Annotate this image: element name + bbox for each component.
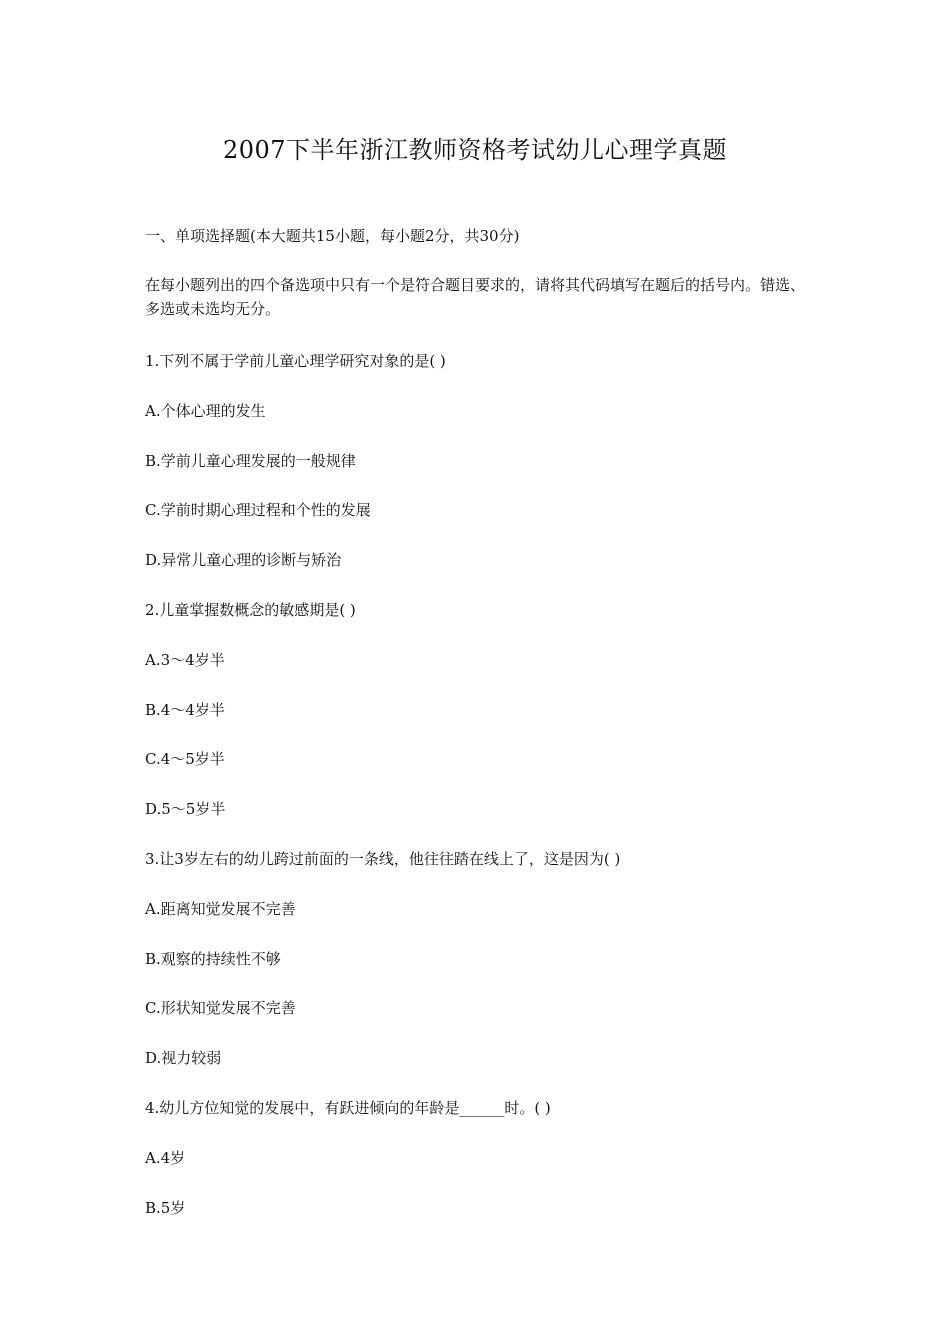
document-title: 2007下半年浙江教师资格考试幼儿心理学真题 [222,136,728,164]
question-2-stem: 2.儿童掌握数概念的敏感期是( ) [145,600,356,619]
question-2-option-c: C.4～5岁半 [145,750,225,769]
question-1-stem: 1.下列不属于学前儿童心理学研究对象的是( ) [145,352,446,370]
question-3-option-d: D.视力较弱 [145,1049,222,1068]
question-3-option-a: A.距离知觉发展不完善 [145,899,296,918]
question-2-option-b: B.4～4岁半 [145,700,225,719]
question-1-option-b: B.学前儿童心理发展的一般规律 [145,451,356,470]
question-1-option-d: D.异常儿童心理的诊断与矫治 [145,551,342,570]
question-3-stem: 3.让3岁左右的幼儿跨过前面的一条线，他往往踏在线上了，这是因为( ) [145,849,621,868]
question-2-option-a: A.3～4岁半 [145,650,225,669]
question-4-stem: 4.幼儿方位知觉的发展中，有跃进倾向的年龄是______时。( ) [145,1098,551,1117]
question-3-option-c: C.形状知觉发展不完善 [145,999,296,1018]
question-4-option-a: A.4岁 [145,1148,186,1167]
question-4-option-b: B.5岁 [145,1198,186,1217]
question-1-option-a: A.个体心理的发生 [145,401,266,420]
question-3-option-b: B.观察的持续性不够 [145,949,281,968]
question-2-option-d: D.5～5岁半 [145,800,226,819]
instruction-paragraph: 在每小题列出的四个备选项中只有一个是符合题目要求的，请将其代码填写在题后的括号内。错选、多选或未选均无分。 [145,276,806,318]
section-heading: 一、单项选择题(本大题共15小题，每小题2分，共30分) [145,227,520,245]
question-list [145,349,810,1245]
question-1-option-c: C.学前时期心理过程和个性的发展 [145,501,371,520]
